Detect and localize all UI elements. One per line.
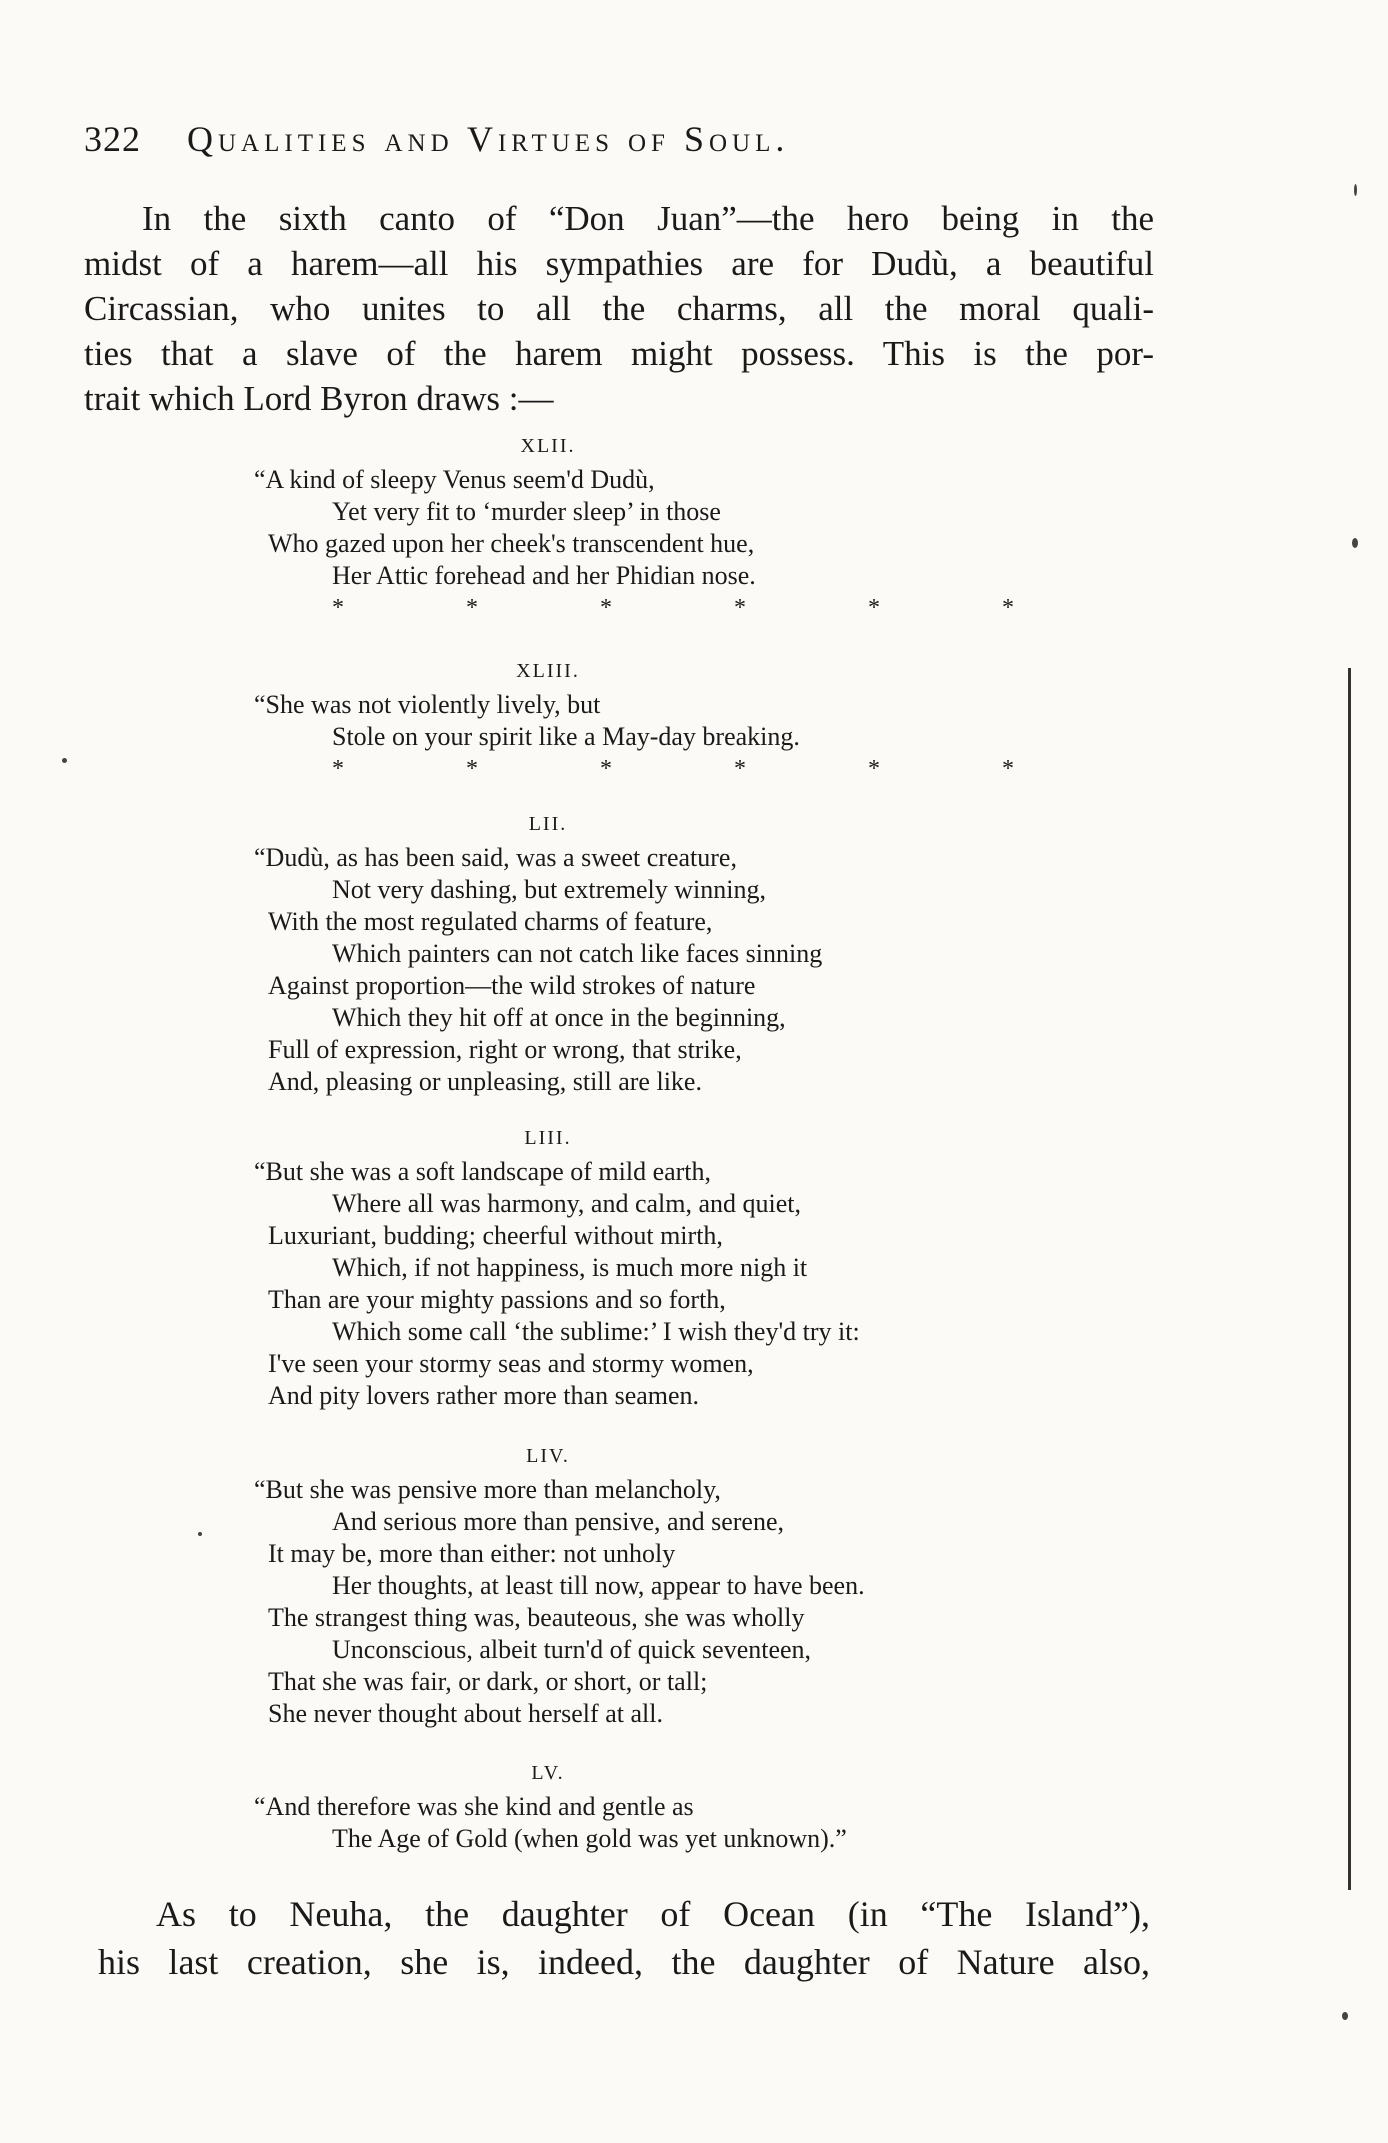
verse-line: And, pleasing or unpleasing, still are like. <box>268 1067 702 1096</box>
verse-line: That she was fair, or dark, or short, or tall; <box>268 1667 708 1696</box>
verse-line: And serious more than pensive, and serene, <box>332 1507 784 1536</box>
intro-line: ties that a slave of the harem might possess. This is the por- <box>84 334 1154 373</box>
verse-line: Who gazed upon her cheek's transcendent hue, <box>268 529 755 558</box>
intro-line: trait which Lord Byron draws :— <box>84 379 554 418</box>
closing-line: As to Neuha, the daughter of Ocean (in “The Island”), <box>156 1894 1150 1934</box>
verse-line: Which painters can not catch like faces sinning <box>332 939 823 968</box>
ellipsis-stars: * * * * * * <box>332 595 1072 621</box>
verse-line: She never thought about herself at all. <box>268 1699 663 1728</box>
closing-line: his last creation, she is, indeed, the daughter of Nature also, <box>98 1942 1150 1982</box>
verse-line: The Age of Gold (when gold was yet unknown).” <box>332 1824 847 1853</box>
verse-line: “A kind of sleepy Venus seem'd Dudù, <box>254 465 655 494</box>
verse-line: With the most regulated charms of feature, <box>268 907 713 936</box>
verse-line: The strangest thing was, beauteous, she was wholly <box>268 1603 805 1632</box>
running-header <box>84 118 1264 160</box>
stanza-number: XLIII. <box>516 660 580 682</box>
stanza-number: XLII. <box>520 435 576 457</box>
intro-line: In the sixth canto of “Don Juan”—the hero being in the <box>142 199 1154 238</box>
verse-line: Her Attic forehead and her Phidian nose. <box>332 561 756 590</box>
scan-speck <box>1352 538 1358 548</box>
stanza-number: LV. <box>531 1762 565 1784</box>
scan-speck <box>62 758 67 763</box>
verse-line: Which, if not happiness, is much more nigh it <box>332 1253 808 1282</box>
verse-line: It may be, more than either: not unholy <box>268 1539 676 1568</box>
scan-speck <box>1342 2012 1348 2020</box>
verse-line: Where all was harmony, and calm, and quiet, <box>332 1189 802 1218</box>
closing-paragraph <box>98 1890 1150 1986</box>
verse-line: Full of expression, right or wrong, that strike, <box>268 1035 742 1064</box>
intro-line: Circassian, who unites to all the charms, all the moral quali- <box>84 289 1154 328</box>
verse-line: Unconscious, albeit turn'd of quick seventeen, <box>332 1635 812 1664</box>
scan-edge-line <box>1348 668 1351 1890</box>
verse-line: Which some call ‘the sublime:’ I wish they'd try it: <box>332 1317 860 1346</box>
verse-line: And pity lovers rather more than seamen. <box>268 1381 700 1410</box>
scan-speck <box>198 1532 202 1536</box>
verse-line: “She was not violently lively, but <box>254 690 601 719</box>
page-number: 322 <box>84 119 141 159</box>
verse-line: “But she was pensive more than melancholy, <box>254 1475 721 1504</box>
verse-line: Against proportion—the wild strokes of nature <box>268 971 756 1000</box>
stanza-number: LIII. <box>524 1127 572 1149</box>
intro-line: midst of a harem—all his sympathies are for Dudù, a beautiful <box>84 244 1154 283</box>
verse-line: “And therefore was she kind and gentle as <box>254 1792 694 1821</box>
ellipsis-stars: * * * * * * <box>332 756 1072 782</box>
running-title: Qualities and Virtues of Soul. <box>187 119 790 159</box>
verse-line: Than are your mighty passions and so forth, <box>268 1285 726 1314</box>
verse-line: Her thoughts, at least till now, appear to have been. <box>332 1571 865 1600</box>
verse-line: I've seen your stormy seas and stormy women, <box>268 1349 754 1378</box>
scan-speck <box>1354 184 1357 196</box>
intro-paragraph <box>84 196 1154 421</box>
stanza-number: LII. <box>528 813 568 835</box>
verse-line: Yet very fit to ‘murder sleep’ in those <box>332 497 721 526</box>
verse-line: “But she was a soft landscape of mild earth, <box>254 1157 712 1186</box>
verse-line: Luxuriant, budding; cheerful without mirth, <box>268 1221 723 1250</box>
stanza-number: LIV. <box>526 1445 570 1467</box>
verse-line: “Dudù, as has been said, was a sweet creature, <box>254 843 737 872</box>
verse-line: Which they hit off at once in the beginning, <box>332 1003 786 1032</box>
verse-line: Stole on your spirit like a May-day breaking. <box>332 722 800 751</box>
verse-line: Not very dashing, but extremely winning, <box>332 875 766 904</box>
